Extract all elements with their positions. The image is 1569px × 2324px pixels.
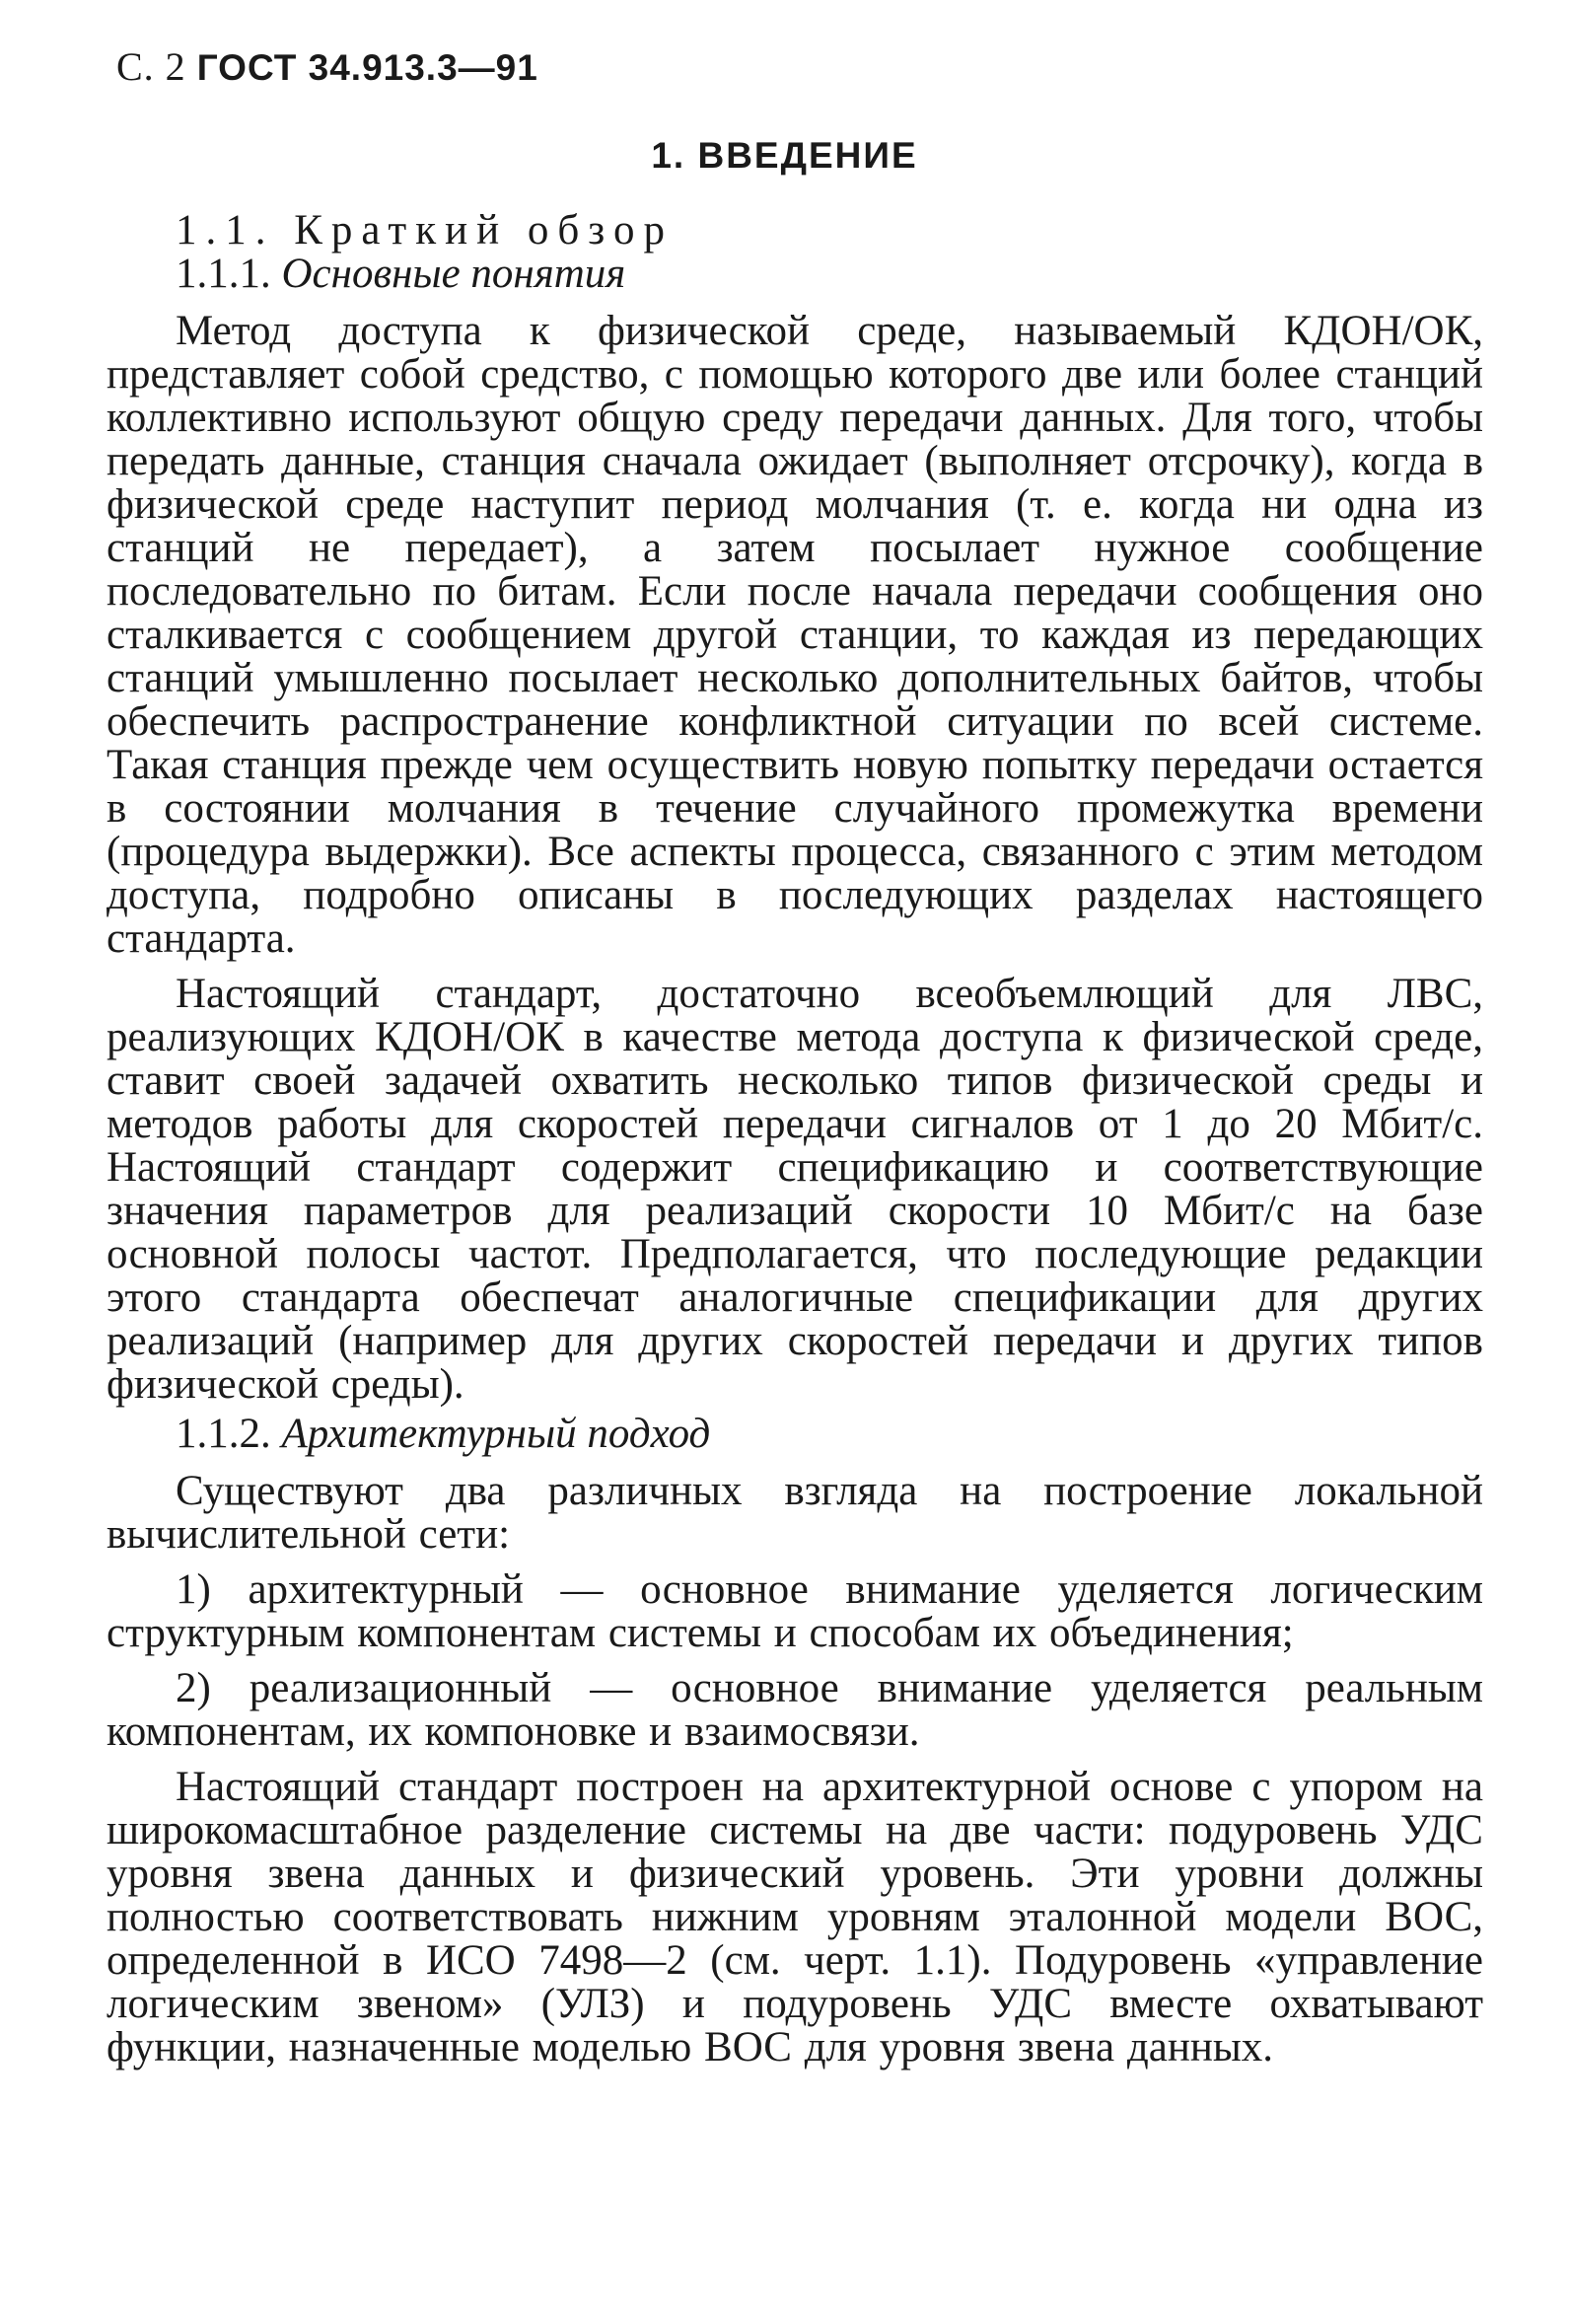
list-item-architectural: 1) архитектурный — основное внимание уделяется логическим структурным компонентам системы и способам их объединения; xyxy=(107,1566,1483,1656)
subsection-heading-1-1 xyxy=(176,209,1483,253)
standard-designation: ГОСТ 34.913.3—91 xyxy=(196,47,538,88)
section-title: 1. ВВЕДЕНИЕ xyxy=(651,135,918,176)
paragraph-two-views: Существуют два различных взгляда на построение локальной вычислительной сети: xyxy=(107,1468,1483,1558)
paragraph-access-method: Метод доступа к физической среде, называемый КДОН/ОК, представляет собой средство, с помощью которого две или более станций коллективно используют общую среду передачи данных. Для того, чтобы передать данные, станция сначала ожидает (выполняет отсрочку), когда в физической среде наступит период молчания (т. е. когда ни одна из станций не передает), а затем посылает нужное сообщение последовательно по битам. Если после начала передачи сообщения оно сталкивается с сообщением другой станции, то каждая из передающих станций умышленно посылает несколько дополнительных байтов, чтобы обеспечить распространение конфликтной ситуации по всей системе. Такая станция прежде чем осуществить новую попытку передачи остается в состоянии молчания в течение случайного промежутка времени (процедура выдержки). Все аспекты процесса, связанного с этим методом доступа, подробно описаны в последующих разделах настоящего стандарта. xyxy=(107,308,1483,962)
subsection-title: Краткий обзор xyxy=(294,207,674,254)
subsection-heading-1-1-1 xyxy=(176,253,1483,296)
subsection-number: 1.1.2. xyxy=(176,1411,271,1457)
subsection-title: Архитектурный подход xyxy=(281,1411,711,1457)
page-header xyxy=(116,43,538,90)
subsection-number: 1.1. xyxy=(176,207,275,254)
paragraph-architecture-basis: Настоящий стандарт построен на архитектурной основе с упором на широкомасштабное разделение системы на две части: подуровень УДС уровня звена данных и физический уровень. Эти уровни должны полностью соответствовать нижним уровням эталонной модели ВОС, определенной в ИСО 7498—2 (см. черт. 1.1). Подуровень «управление логическим звеном» (УЛЗ) и подуровень УДС вместе охватывают функции, назначенные моделью ВОС для уровня звена данных. xyxy=(107,1764,1483,2070)
paragraph-standard-scope: Настоящий стандарт, достаточно всеобъемлющий для ЛВС, реализующих КДОН/ОК в качестве метода доступа к физической среде, ставит своей задачей охватить несколько типов физической среды и методов работы для скоростей передачи сигналов от 1 до 20 Мбит/с. Настоящий стандарт содержит спецификацию и соответствующие значения параметров для реализаций скорости 10 Мбит/с на базе основной полосы частот. Предполагается, что последующие редакции этого стандарта обеспечат аналогичные спецификации для других реализаций (например для других скоростей передачи и других типов физической среды). xyxy=(107,971,1483,1408)
subsection-number: 1.1.1. xyxy=(176,251,271,297)
document-body xyxy=(107,209,1483,2081)
subsection-heading-1-1-2 xyxy=(176,1413,1483,1456)
page-number: С. 2 xyxy=(116,44,186,89)
list-item-implementation: 2) реализационный — основное внимание уделяется реальным компонентам, их компоновке и взаимосвязи. xyxy=(107,1665,1483,1755)
subsection-title: Основные понятия xyxy=(281,251,626,297)
